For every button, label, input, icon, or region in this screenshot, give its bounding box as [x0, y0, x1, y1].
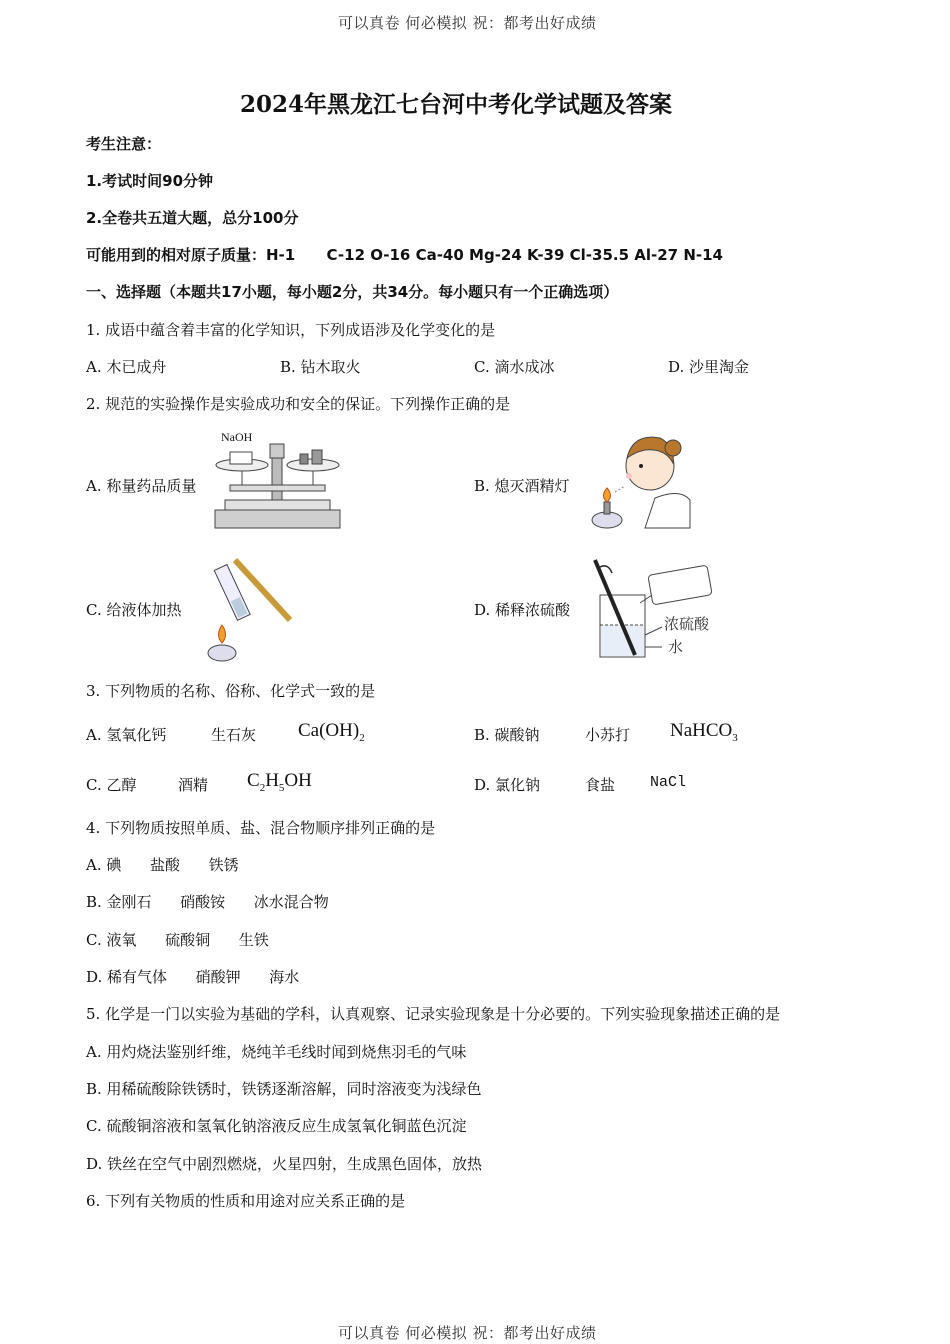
section-1-heading: 一、选择题（本题共17小题，每小题2分，共34分。每小题只有一个正确选项）	[86, 283, 619, 301]
q6-stem: 6. 下列有关物质的性质和用途对应关系正确的是	[86, 1192, 406, 1210]
blow-out-lamp-illustration	[585, 428, 695, 533]
q5-option-d: D. 铁丝在空气中剧烈燃烧，火星四射，生成黑色固体，放热	[86, 1155, 483, 1173]
page-title: 2024年黑龙江七台河中考化学试题及答案	[240, 91, 673, 118]
water-label: 水	[668, 638, 684, 656]
q1-option-a: A. 木已成舟	[86, 358, 167, 376]
q3-d-formula: NaCl	[650, 774, 687, 791]
q3-c-common: 酒精	[178, 776, 209, 794]
q2-stem: 2. 规范的实验操作是实验成功和安全的保证。下列操作正确的是	[86, 395, 511, 413]
q2-option-d: D. 稀释浓硫酸	[474, 601, 571, 619]
notice-heading: 考生注意：	[86, 135, 162, 153]
page-header: 可以真卷 何必模拟 祝：都考出好成绩	[338, 14, 597, 32]
q1-option-c: C. 滴水成冰	[474, 358, 555, 376]
page-footer: 可以真卷 何必模拟 祝：都考出好成绩	[338, 1324, 597, 1342]
q4-option-b: B. 金刚石 硝酸铵 冰水混合物	[86, 893, 329, 911]
dilute-acid-illustration	[590, 555, 720, 665]
q3-d-name: D. 氯化钠	[474, 776, 541, 794]
balance-illustration	[210, 440, 345, 535]
q3-a-name: A. 氢氧化钙	[86, 726, 167, 744]
q4-option-d: D. 稀有气体 硝酸钾 海水	[86, 968, 300, 986]
q1-option-b: B. 钻木取火	[280, 358, 361, 376]
q5-option-b: B. 用稀硫酸除铁锈时，铁锈逐渐溶解，同时溶液变为浅绿色	[86, 1080, 482, 1098]
q3-a-formula: $Ca(OH)_2$	[298, 720, 365, 744]
q2-option-c: C. 给液体加热	[86, 601, 182, 619]
acid-label: 浓硫酸	[664, 615, 710, 633]
notice-item-2: 2.全卷共五道大题，总分100分	[86, 209, 299, 227]
q3-b-common: 小苏打	[585, 726, 631, 744]
q3-b-name: B. 碳酸钠	[474, 726, 540, 744]
q3-stem: 3. 下列物质的名称、俗称、化学式一致的是	[86, 682, 376, 700]
q5-option-c: C. 硫酸铜溶液和氢氧化钠溶液反应生成氢氧化铜蓝色沉淀	[86, 1117, 467, 1135]
naoh-label: NaOH	[221, 430, 253, 444]
q4-option-a: A. 碘 盐酸 铁锈	[86, 856, 239, 874]
heating-liquid-illustration	[205, 555, 295, 665]
q1-option-d: D. 沙里淘金	[668, 358, 750, 376]
q5-option-a: A. 用灼烧法鉴别纤维，烧纯羊毛线时闻到烧焦羽毛的气味	[86, 1043, 467, 1061]
q3-c-name: C. 乙醇	[86, 776, 137, 794]
q2-option-a: A. 称量药品质量	[86, 477, 197, 495]
q3-a-common: 生石灰	[211, 726, 257, 744]
q1-stem: 1. 成语中蕴含着丰富的化学知识，下列成语涉及化学变化的是	[86, 321, 496, 339]
atomic-masses: 可能用到的相对原子质量：H-1 C-12 O-16 Ca-40 Mg-24 K-39 Cl-35.5 Al-27 N-14	[86, 246, 723, 264]
q3-c-formula: $C_2H_5OH$	[247, 770, 312, 794]
q3-b-formula: NaHCO$_3$	[670, 720, 738, 744]
q3-d-common: 食盐	[585, 776, 616, 794]
q4-option-c: C. 液氧 硫酸铜 生铁	[86, 931, 269, 949]
q2-option-b: B. 熄灭酒精灯	[474, 477, 570, 495]
notice-item-1: 1.考试时间90分钟	[86, 172, 214, 190]
q4-stem: 4. 下列物质按照单质、盐、混合物顺序排列正确的是	[86, 819, 436, 837]
q5-stem: 5. 化学是一门以实验为基础的学科，认真观察、记录实验现象是十分必要的。下列实验现象描述正确的是	[86, 1005, 781, 1023]
